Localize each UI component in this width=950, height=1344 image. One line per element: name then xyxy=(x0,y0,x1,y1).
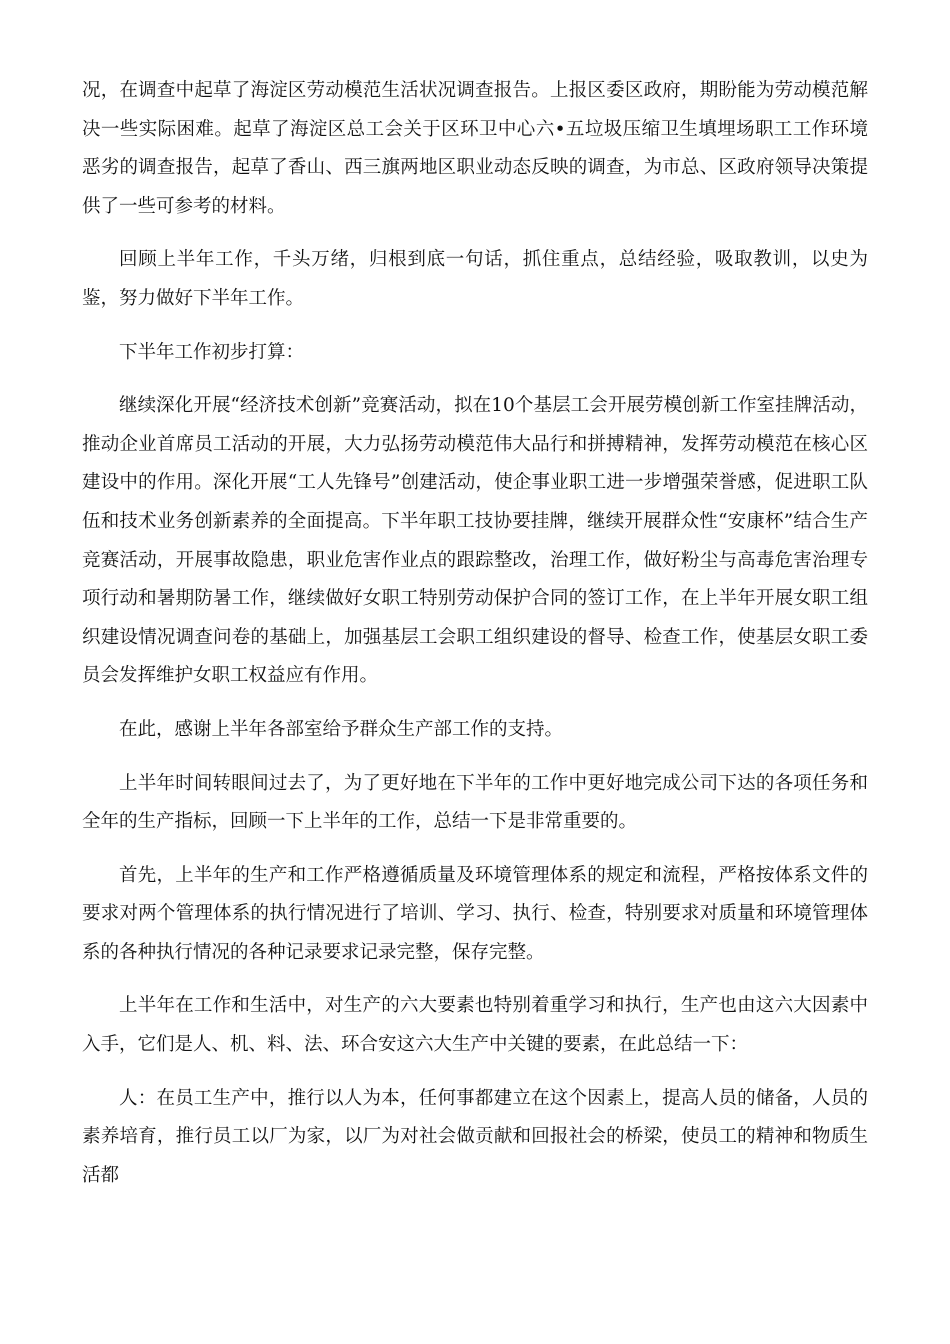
document-body xyxy=(82,72,868,1210)
paragraph: 人：在员工生产中，推行以人为本，任何事都建立在这个因素上，提高人员的储备，人员的素养培育，推行员工以厂为家，以厂为对社会做贡献和回报社会的桥梁，使员工的精神和物质生活都 xyxy=(82,1087,868,1186)
paragraph: 继续深化开展“经济技术创新”竞赛活动，拟在10个基层工会开展劳模创新工作室挂牌活动，推动企业首席员工活动的开展，大力弘扬劳动模范伟大品行和拼搏精神，发挥劳动模范在核心区建设中的作用。深化开展“工人先锋号”创建活动，使企事业职工进一步增强荣誉感，促进职工队伍和技术业务创新素养的全面提高。下半年职工技协要挂牌，继续开展群众性“安康杯”结合生产竞赛活动，开展事故隐患，职业危害作业点的跟踪整改，治理工作，做好粉尘与高毒危害治理专项行动和暑期防暑工作，继续做好女职工特别劳动保护合同的签订工作，在上半年开展女职工组织建设情况调查问卷的基础上，加强基层工会职工组织建设的督导、检查工作，使基层女职工委员会发挥维护女职工权益应有作用。 xyxy=(82,395,868,687)
paragraph: 上半年在工作和生活中，对生产的六大要素也特别着重学习和执行，生产也由这六大因素中入手，它们是人、机、料、法、环合安这六大生产中关键的要素，在此总结一下： xyxy=(82,995,868,1056)
paragraph: 回顾上半年工作，千头万绪，归根到底一句话，抓住重点，总结经验，吸取教训，以史为鉴，努力做好下半年工作。 xyxy=(82,249,868,309)
paragraph: 在此，感谢上半年各部室给予群众生产部工作的支持。 xyxy=(119,718,564,740)
paragraph-continued: 况，在调查中起草了海淀区劳动模范生活状况调查报告。上报区委区政府，期盼能为劳动模范解决一些实际困难。起草了海淀区总工会关于区环卫中心六•五垃圾压缩卫生填埋场职工工作环境恶劣的调查报告，起草了香山、西三旗两地区职业动态反映的调查，为市总、区政府领导决策提供了一些可参考的材料。 xyxy=(82,80,868,217)
paragraph: 上半年时间转眼间过去了，为了更好地在下半年的工作中更好地完成公司下达的各项任务和全年的生产指标，回顾一下上半年的工作，总结一下是非常重要的。 xyxy=(82,772,868,833)
paragraph: 首先，上半年的生产和工作严格遵循质量及环境管理体系的规定和流程，严格按体系文件的要求对两个管理体系的执行情况进行了培训、学习、执行、检查，特别要求对质量和环境管理体系的各种执行情况的各种记录要求记录完整，保存完整。 xyxy=(82,864,868,963)
paragraph-heading: 下半年工作初步打算： xyxy=(119,341,305,363)
